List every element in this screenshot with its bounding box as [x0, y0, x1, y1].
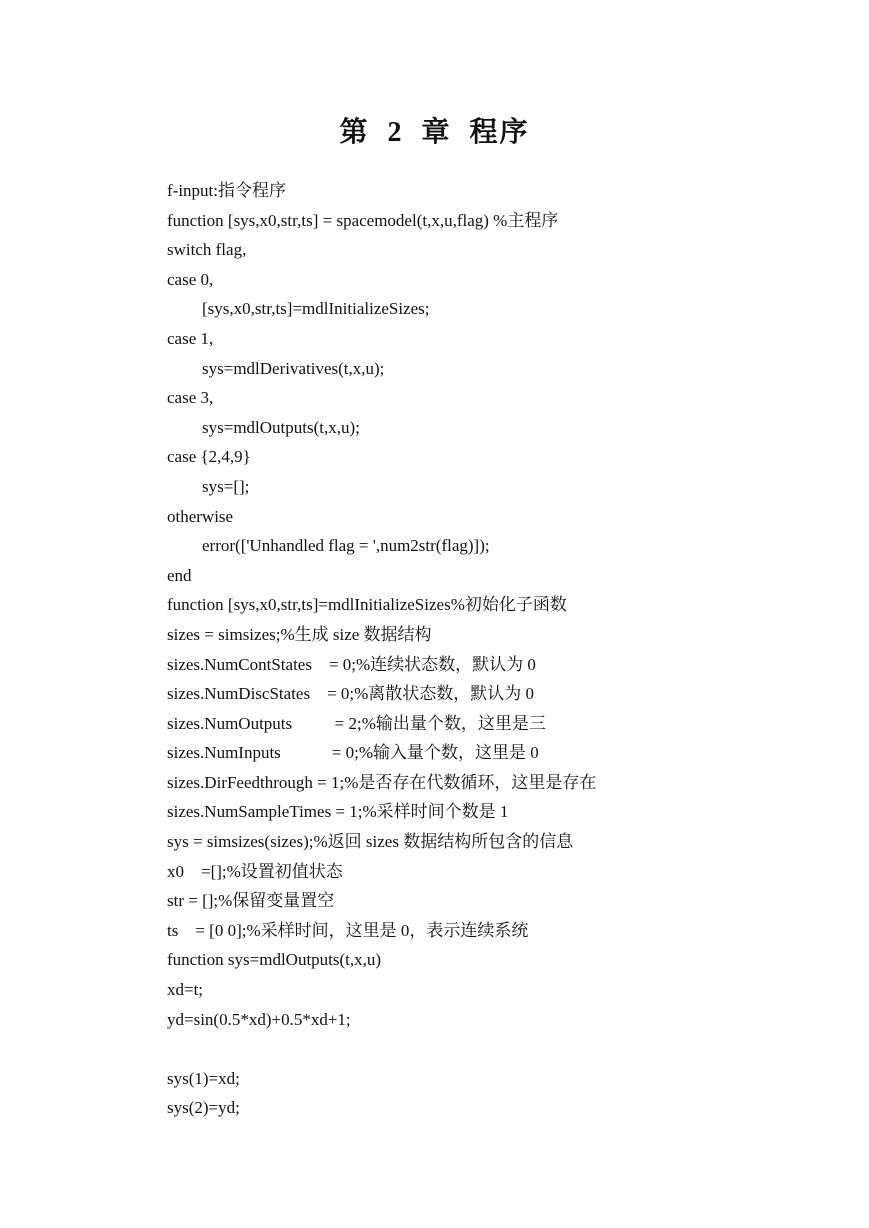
code-line: sizes.NumContStates = 0;%连续状态数，默认为 0 — [167, 654, 536, 674]
code-line: ts = [0 0];%采样时间，这里是 0，表示连续系统 — [167, 920, 529, 940]
code-line: sys(2)=yd; — [167, 1098, 240, 1118]
code-line: sys=mdlDerivatives(t,x,u); — [202, 358, 385, 378]
code-line: otherwise — [167, 506, 234, 526]
code-line: case 1, — [167, 328, 214, 348]
code-line: error(['Unhandled flag = ',num2str(flag)]); — [202, 536, 490, 556]
code-line: sys=[]; — [202, 476, 250, 496]
code-line: sizes.NumInputs = 0;%输入量个数，这里是 0 — [167, 743, 539, 763]
code-line: str = [];%保留变量置空 — [167, 891, 335, 911]
code-listing — [167, 176, 847, 1123]
code-line: sizes.NumOutputs = 2;%输出量个数，这里是三 — [167, 713, 546, 733]
code-line: [sys,x0,str,ts]=mdlInitializeSizes; — [202, 299, 430, 319]
code-line: xd=t; — [167, 980, 204, 1000]
code-line: end — [167, 565, 192, 585]
code-line: case {2,4,9} — [167, 447, 251, 467]
code-line: f-input:指令程序 — [167, 181, 286, 200]
code-line: case 3, — [167, 388, 214, 408]
code-line: sys(1)=xd; — [167, 1068, 240, 1088]
code-line: function [sys,x0,str,ts]=mdlInitializeSizes%初始化子函数 — [167, 595, 567, 615]
code-line: function sys=mdlOutputs(t,x,u) — [167, 950, 382, 970]
code-line: sizes.NumDiscStates = 0;%离散状态数，默认为 0 — [167, 684, 535, 704]
code-line: x0 =[];%设置初值状态 — [167, 861, 343, 881]
blank-line — [167, 1034, 847, 1064]
chapter-title: 第 2 章 程序 — [339, 117, 530, 148]
code-line: sizes = simsizes;%生成 size 数据结构 — [167, 624, 432, 644]
code-line: sys=mdlOutputs(t,x,u); — [202, 417, 360, 437]
code-line: function [sys,x0,str,ts] = spacemodel(t,x,u,flag) %主程序 — [167, 210, 559, 230]
code-line: yd=sin(0.5*xd)+0.5*xd+1; — [167, 1009, 351, 1029]
code-line: sizes.DirFeedthrough = 1;%是否存在代数循环，这里是存在 — [167, 772, 597, 792]
code-line: switch flag, — [167, 240, 247, 260]
code-line: sys = simsizes(sizes);%返回 sizes 数据结构所包含的信息 — [167, 832, 574, 852]
code-line: case 0, — [167, 269, 214, 289]
code-line: sizes.NumSampleTimes = 1;%采样时间个数是 1 — [167, 802, 509, 822]
